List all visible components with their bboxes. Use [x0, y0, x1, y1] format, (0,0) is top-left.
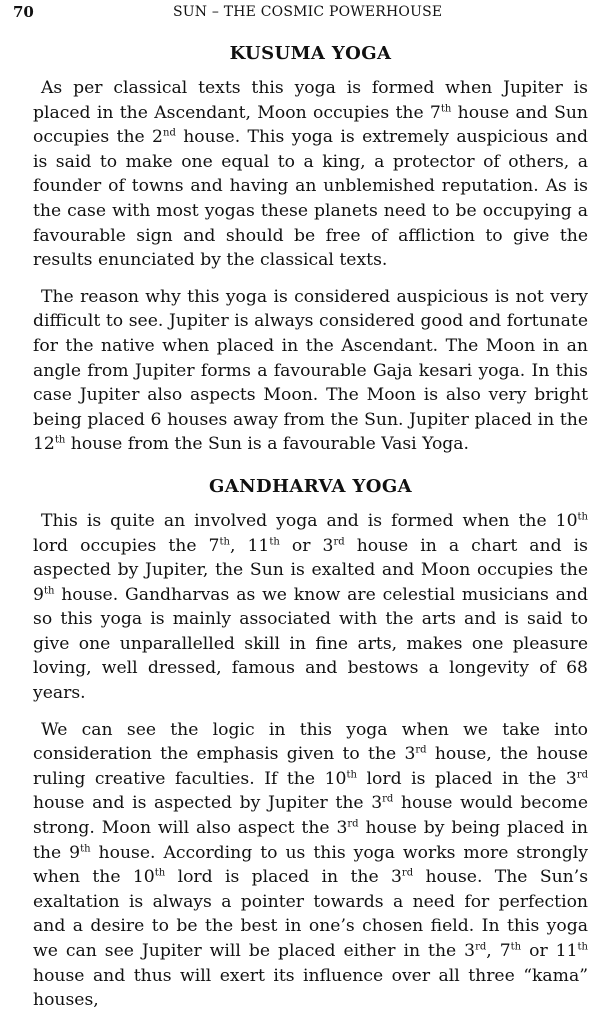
- page-content: [33, 30, 588, 1025]
- paragraph: The reason why this yoga is considered auspicious is not very difficult to see. Jupiter is always considered good and fortunate for the native when placed in the Ascendant. The Moon in an angle from Jupiter forms a favourable Gaja kesari yoga. In this case Jupiter also aspects Moon. The Moon is also very bright being placed 6 houses away from the Sun. Jupiter placed in the 12th house from the Sun is a favourable Vasi Yoga.: [33, 286, 588, 455]
- paragraph: This is quite an involved yoga and is formed when the 10th lord occupies the 7th, 11th or 3rd house in a chart and is aspected by Jupiter, the Sun is exalted and Moon occupies the 9th house. Gandharvas as we know are celestial musicians and so this yoga is mainly associated with the arts and is said to give one unparallelled skill in fine arts, makes one pleasure loving, well dressed, famous and bestows a longevity of 68 years.: [33, 510, 588, 704]
- paragraph: We can see the logic in this yoga when we take into consideration the emphasis given to the 3rd house, the house ruling creative faculties. If the 10th lord is placed in the 3rd house and is aspected by Jupiter the 3rd house would become strong. Moon will also aspect the 3rd house by being placed in the 9th house. According to us this yoga works more strongly when the 10th lord is placed in the 3rd house. The Sun’s exaltation is always a pointer towards a need for perfection and a desire to be the best in one’s chosen field. In this yoga we can see Jupiter will be placed either in the 3rd, 7th or 11th house and thus will exert its influence over all three “kama” houses,: [33, 719, 589, 1011]
- page-number: 70: [13, 3, 34, 21]
- section-title-gandharva: GANDHARVA YOGA: [209, 475, 412, 497]
- section-title-kusuma: KUSUMA YOGA: [229, 43, 392, 64]
- paragraph: As per classical texts this yoga is formed when Jupiter is placed in the Ascendant, Moon occupies the 7th house and Sun occupies the 2nd house. This yoga is extremely auspicious and is said to make one equal to a king, a protector of others, a founder of towns and having an unblemished reputation. As is the case with most yogas these planets need to be occupying a favourable sign and should be free of affliction to give the results enunciated by the classical texts.: [33, 78, 589, 271]
- running-title: SUN – THE COSMIC POWERHOUSE: [173, 4, 443, 20]
- page-header: [13, 3, 584, 25]
